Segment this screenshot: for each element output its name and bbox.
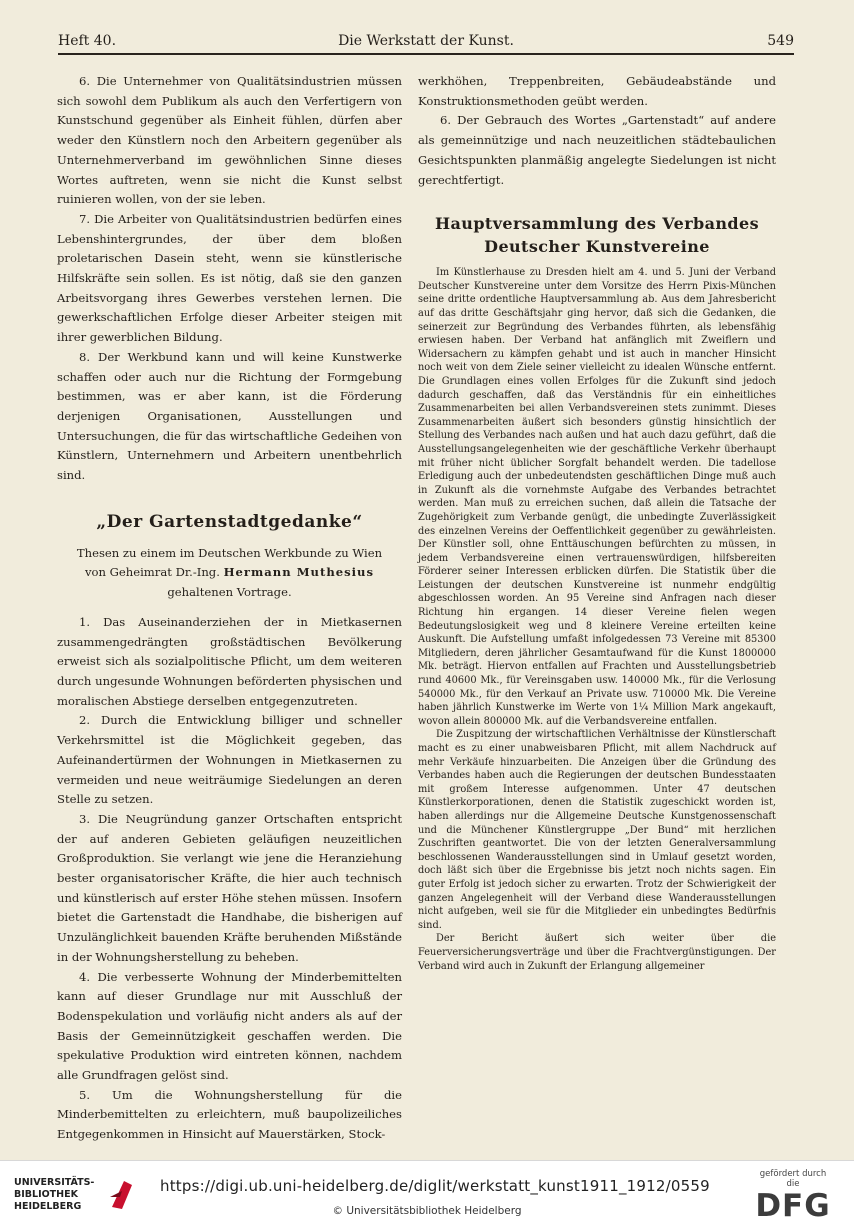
permalink-url[interactable]: https://digi.ub.uni-heidelberg.de/diglit/werkstatt_kunst1911_1912/0559: [160, 1177, 710, 1195]
thesis-paragraph: 4. Die verbesserte Wohnung der Minderbemittelten kann auf dieser Grundlage nur mit Ausschluß der Bodenspekulation und vorläufig nicht anders als auf der Basis der Gemeinnützigkeit geschaffen werden. Die spekulative Produktion wird eintreten können, nachdem alle Grundfragen gelöst sind.: [57, 969, 402, 1083]
dfg-logo[interactable]: [752, 1169, 834, 1224]
article-heading-gartenstadt: „Der Gartenstadtgedanke“: [96, 511, 363, 532]
library-name-line: BIBLIOTHEK: [14, 1189, 78, 1200]
paragraph: 8. Der Werkbund kann und will keine Kunstwerke schaffen oder auch nur die Richtung der Formgebung bestimmen, was er aber kann, ist die Förderung derjenigen Organisationen, Ausstellungen und Untersuchungen, die für das wirtschaftliche Gedeihen von Künstlern, Unternehmern und Arbeitern unentbehrlich sind.: [57, 349, 402, 483]
copyright-notice: © Universitätsbibliothek Heidelberg: [332, 1205, 522, 1217]
article-subtitle: [57, 544, 402, 603]
subtitle-line: gehaltenen Vortrage.: [167, 585, 292, 600]
subtitle-line: Thesen zu einem im Deutschen Werkbunde zu Wien: [76, 545, 383, 560]
paragraph: 6. Die Unternehmer von Qualitätsindustrien müssen sich sowohl dem Publikum als auch den Verfertigern von Kunstschund gegenüber als Einheit fühlen, dürfen aber weder den Künstlern noch den Arbeitern gegenüber als Unternehmerverband im gewöhnlichen Sinne dieses Wortes auftreten, wenn sie nicht die Kunst selbst ruinieren wollen, von der sie leben.: [57, 74, 402, 207]
thesis-paragraph: 2. Durch die Entwicklung billiger und schneller Verkehrsmittel ist die Möglichkeit gegeben, das Aufeinandertürmen der Wohnungen in Mietkasernen zu vermeiden und neue weiträumige Siedelungen an deren Stelle zu setzen.: [57, 713, 402, 807]
author-name: Hermann Muthesius: [223, 565, 375, 580]
thesis-paragraph: 1. Das Auseinanderziehen der in Mietkasernen zusammengedrängten großstädtischen Bevölkerung erweist sich als sozialpolitische Pflicht, um dem weiteren durch ungesunde Wohnungen beförderten physischen und moralischen Abstiege derselben entgegenzutreten.: [57, 614, 402, 708]
dfg-wordmark: DFG: [755, 1188, 831, 1224]
journal-title: Die Werkstatt der Kunst.: [338, 33, 514, 49]
page-number: 549: [767, 33, 794, 49]
report-paragraph: Die Zuspitzung der wirtschaftlichen Verhältnisse der Künstlerschaft macht es zu einer unabweisbaren Pflicht, mit allem Nachdruck auf mehr Verkäufe hinzuarbeiten. Die Anzeigen über die Gründung des Verbandes haben auch die Regierungen der deutschen Bundesstaaten mit großem Interesse aufgenommen. Unter 47 deutschen Künstlerkorporationen, denen die Statistik zugeschickt worden ist, haben allerdings nur die Allgemeine Deutsche Kunstgenossenschaft und die Münchener Künstlergruppe „Der Bund“ mit herzlichen Zuschriften geantwortet. Die von der letzten Generalversammlung beschlossenen Wanderausstellungen sind in Umlauf gesetzt worden, doch läßt sich über die Ergebnisse bis jetzt noch nichts sagen. Ein guter Erfolg ist jedoch sicher zu erwarten. Trotz der Schwierigkeit der ganzen Angelegenheit will der Verband diese Wanderausstellungen nicht aufgeben, weil sie für die Mitglieder ein unbedingtes Bedürfnis sind.: [418, 729, 776, 931]
thesis-paragraph: 5. Um die Wohnungsherstellung für die Minderbemittelten zu erleichtern, muß baupolizeiliches Entgegenkommen in Hinsicht auf Mauerstärken, Stock-: [57, 1087, 402, 1142]
library-name-line: HEIDELBERG: [14, 1201, 82, 1212]
paragraph-continuation: werkhöhen, Treppenbreiten, Gebäudeabstände und Konstruktionsmethoden geübt werden.: [418, 74, 776, 108]
issue-number: Heft 40.: [58, 33, 117, 49]
viewer-footer: [0, 1160, 854, 1224]
dfg-supertext: gefördert durch die: [759, 1169, 827, 1189]
library-name-line: UNIVERSITÄTS-: [14, 1177, 95, 1188]
report-paragraph: Der Bericht äußert sich weiter über die Feuerversicherungsverträge und über die Frachtvergünstigungen. Der Verband wird auch in Zukunft der Erlangung allgemeiner: [418, 933, 776, 972]
thesis-paragraph: 3. Die Neugründung ganzer Ortschaften entspricht der auf anderen Gebieten geläufigen neuzeitlichen Großproduktion. Sie verlangt wie jene die Heranziehung bester organisatorischer Kräfte, die hier auch technisch und künstlerisch auf erster Höhe stehen müssen. Insofern bietet die Gartenstadt die Handhabe, die bisherigen auf Unzulänglichkeit bauenden Kräfte beruhenden Mißstände in der Wohnungsherstellung zu beheben.: [57, 811, 402, 964]
right-column: [418, 72, 776, 973]
article-heading-hauptversammlung: [418, 212, 776, 258]
running-header: [58, 31, 794, 55]
report-paragraph: Im Künstlerhause zu Dresden hielt am 4. und 5. Juni der Verband Deutscher Kunstvereine unter dem Vorsitze des Herrn Pixis-München seine dritte ordentliche Hauptversammlung ab. Aus dem Jahresbericht auf das dritte Geschäftsjahr ging hervor, daß sich die Gedanken, die seinerzeit zur Begründung des Verbandes führten, als lebensfähig erwiesen haben. Der Verband hat anfänglich mit Zweiflern und Widersachern zu kämpfen gehabt und ist auch in mancher Hinsicht noch weit von dem Ziele seiner vielleicht zu idealen Wünsche entfernt. Die Grundlagen eines vollen Erfolges für die Zukunft sind jedoch dadurch geschaffen, daß das Verständnis für ein einheitliches Zusammenarbeiten bei allen Verbandsvereinen stets zunimmt. Dieses Zusammenarbeiten äußert sich besonders günstig hinsichtlich der Stellung des Verbandes nach außen und hat auch dazu geführt, daß die Ausstellungsangelegenheiten wie der geschäftliche Verkehr überhaupt mit früher nicht üblicher Sorgfalt behandelt werden. Die tadellose Erledigung auch der unbedeutendsten geschäftlichen Dinge muß auch in Zukunft als die vornehmste Aufgabe des Verbandes betrachtet werden. Man muß zu erreichen suchen, daß allein die Tatsache der Zugehörigkeit zum Verbande genügt, die unbedingte Zuverlässigkeit des einzelnen Vereins der Oeffentlichkeit gegenüber zu gewährleisten. Der Künstler soll, ohne Enttäuschungen befürchten zu müssen, in jedem Verbandsvereine einen vertrauenswürdigen, hilfsbereiten Förderer seiner Interessen erblicken dürfen. Die Statistik über die Leistungen der deutschen Kunstvereine ist nunmehr endgültig abgeschlossen worden. An 95 Vereine sind Anfragen nach dieser Richtung hin ergangen. 14 dieser Vereine fielen wegen Bedeutungslosigkeit weg und 8 kleinere Vereine erteilten keine Auskunft. Die Aufstellung umfaßt infolgedessen 73 Vereine mit 85300 Mitgliedern, deren jährlicher Gesamtaufwand für die Kunst 1800000 Mk. beträgt. Hiervon entfallen auf Frachten und Ausstellungsbetrieb rund 40600 Mk., für Vereinsgaben usw. 140000 Mk., für die Verlosung 540000 Mk., für den Verkauf an Private usw. 710000 Mk. Die Vereine haben jährlich Kunstwerke im Werte von 1¼ Million Mark angekauft, wovon allein 800000 Mk. auf die Verbandsvereine entfallen.: [418, 267, 776, 727]
subtitle-line: von Geheimrat Dr.-Ing.: [84, 565, 220, 580]
left-column: [57, 72, 402, 1145]
heading-line: Deutscher Kunstvereine: [484, 237, 710, 257]
paragraph: 7. Die Arbeiter von Qualitätsindustrien bedürfen eines Lebenshintergrundes, der über dem bloßen proletarischen Dasein steht, wenn sie künstlerische Hilfskräfte sein sollen. Es ist nötig, daß sie den ganzen Arbeitsvorgang ihres Gewerbes verstehen lernen. Die gewerkschaftlichen Erfolge dieser Arbeiter steigen mit ihrer gewerblichen Bildung.: [57, 211, 402, 345]
heading-line: Hauptversammlung des Verbandes: [435, 214, 759, 234]
thesis-paragraph: 6. Der Gebrauch des Wortes „Gartenstadt“ auf andere als gemeinnützige und nach neuzeitlichen städtebaulichen Gesichtspunkten planmäßig angelegte Siedelungen ist nicht gerechtfertigt.: [418, 113, 776, 187]
